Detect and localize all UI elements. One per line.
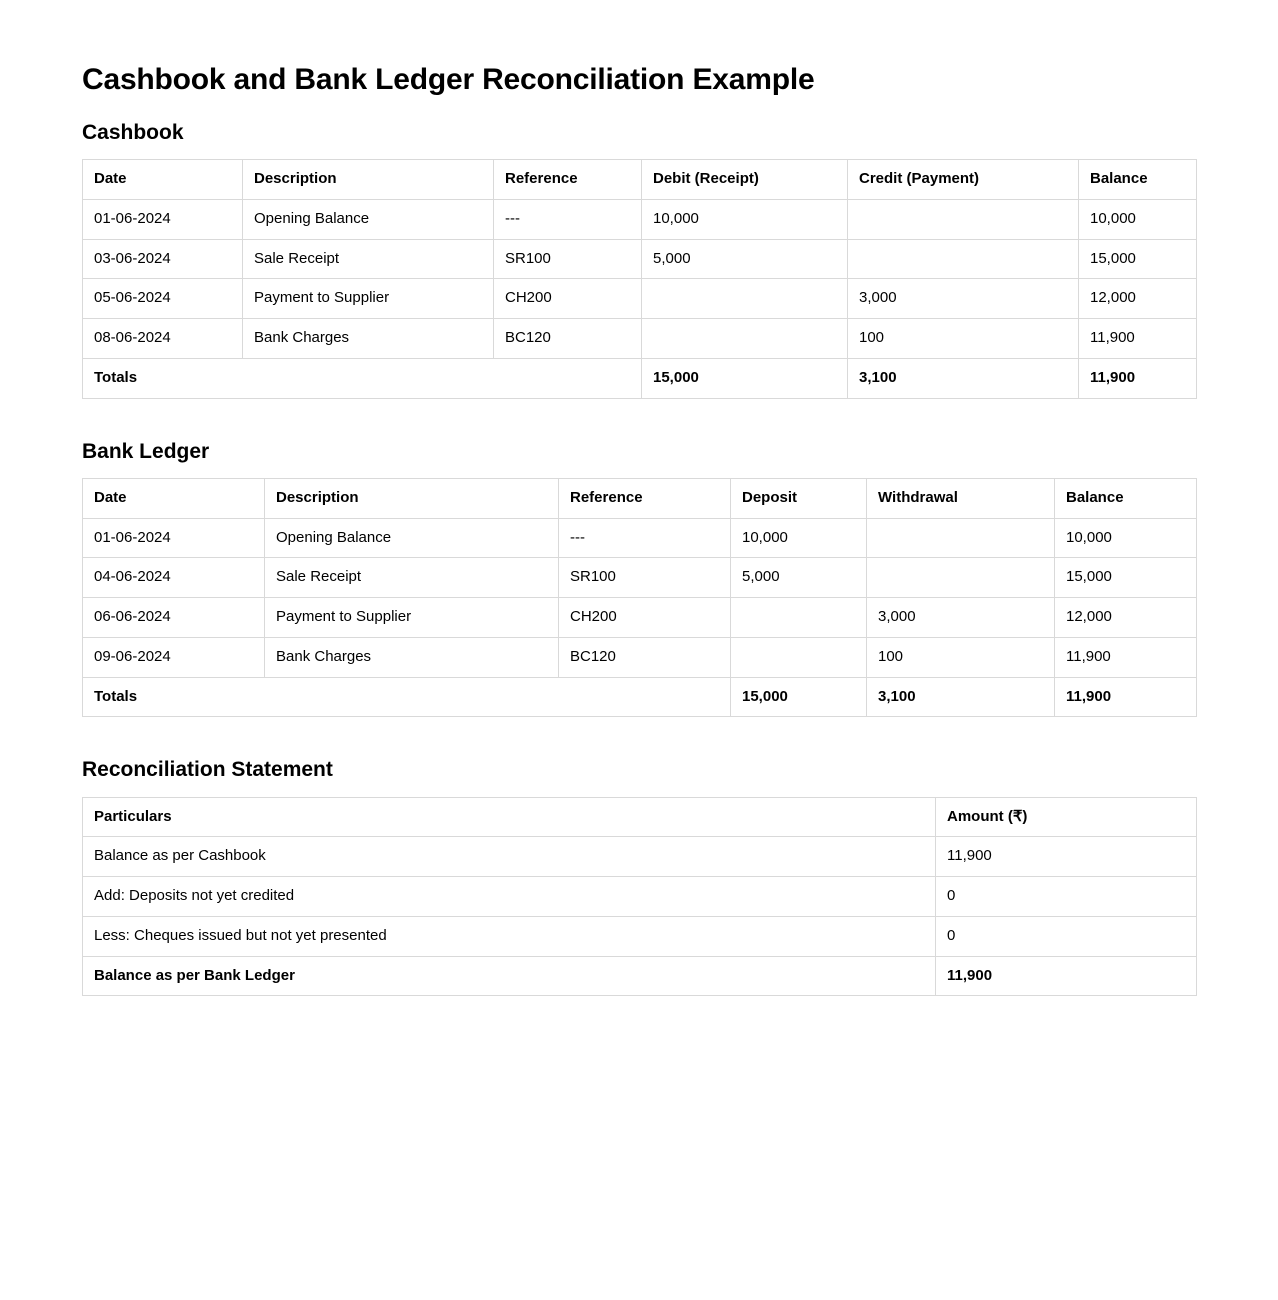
cell-totals-balance: 11,900 bbox=[1079, 358, 1197, 398]
cell-particulars: Less: Cheques issued but not yet presented bbox=[83, 916, 936, 956]
cell-date: 04-06-2024 bbox=[83, 558, 265, 598]
cell-credit bbox=[848, 239, 1079, 279]
cell-particulars: Add: Deposits not yet credited bbox=[83, 877, 936, 917]
column-header-balance: Balance bbox=[1055, 478, 1197, 518]
table-row bbox=[83, 916, 1197, 956]
table-header-row bbox=[83, 160, 1197, 200]
reconciliation-heading: Reconciliation Statement bbox=[82, 758, 333, 782]
table-row bbox=[83, 239, 1197, 279]
cell-balance: 10,000 bbox=[1055, 518, 1197, 558]
column-header-date: Date bbox=[83, 160, 243, 200]
cell-reference: SR100 bbox=[559, 558, 731, 598]
reconciliation-table bbox=[82, 797, 1197, 997]
cell-withdrawal bbox=[867, 558, 1055, 598]
cell-balance: 15,000 bbox=[1079, 239, 1197, 279]
cashbook-table bbox=[82, 159, 1197, 399]
cell-totals-label: Totals bbox=[83, 677, 731, 717]
cell-deposit: 5,000 bbox=[731, 558, 867, 598]
bank-ledger-section bbox=[82, 439, 1196, 718]
column-header-description: Description bbox=[243, 160, 494, 200]
cell-credit: 100 bbox=[848, 319, 1079, 359]
cell-reference: --- bbox=[559, 518, 731, 558]
cell-debit bbox=[642, 319, 848, 359]
cell-reference: --- bbox=[494, 199, 642, 239]
cell-balance: 11,900 bbox=[1055, 637, 1197, 677]
cell-date: 03-06-2024 bbox=[83, 239, 243, 279]
cell-debit bbox=[642, 279, 848, 319]
cell-deposit bbox=[731, 637, 867, 677]
bank-ledger-heading: Bank Ledger bbox=[82, 439, 210, 463]
cell-amount: 0 bbox=[936, 916, 1197, 956]
page-title: Cashbook and Bank Ledger Reconciliation Example bbox=[82, 63, 815, 96]
cashbook-section bbox=[82, 120, 1196, 399]
cell-totals-balance: 11,900 bbox=[1055, 677, 1197, 717]
cell-date: 05-06-2024 bbox=[83, 279, 243, 319]
column-header-date: Date bbox=[83, 478, 265, 518]
cell-totals-debit: 15,000 bbox=[642, 358, 848, 398]
cell-totals-credit: 3,100 bbox=[848, 358, 1079, 398]
cashbook-totals-row bbox=[83, 358, 1197, 398]
reconciliation-total-row bbox=[83, 956, 1197, 996]
column-header-reference: Reference bbox=[494, 160, 642, 200]
cell-description: Bank Charges bbox=[243, 319, 494, 359]
table-row bbox=[83, 598, 1197, 638]
cell-totals-label: Totals bbox=[83, 358, 642, 398]
table-header-row bbox=[83, 478, 1197, 518]
table-row bbox=[83, 837, 1197, 877]
cell-date: 01-06-2024 bbox=[83, 518, 265, 558]
cell-total-amount: 11,900 bbox=[936, 956, 1197, 996]
cell-description: Sale Receipt bbox=[265, 558, 559, 598]
column-header-credit: Credit (Payment) bbox=[848, 160, 1079, 200]
cell-balance: 12,000 bbox=[1055, 598, 1197, 638]
cell-description: Payment to Supplier bbox=[265, 598, 559, 638]
cell-credit bbox=[848, 199, 1079, 239]
table-row bbox=[83, 877, 1197, 917]
cell-particulars: Balance as per Cashbook bbox=[83, 837, 936, 877]
column-header-amount: Amount (₹) bbox=[936, 797, 1197, 837]
bank-ledger-table bbox=[82, 478, 1197, 718]
cell-reference: CH200 bbox=[494, 279, 642, 319]
cell-balance: 12,000 bbox=[1079, 279, 1197, 319]
table-row bbox=[83, 518, 1197, 558]
cell-balance: 10,000 bbox=[1079, 199, 1197, 239]
cell-reference: BC120 bbox=[559, 637, 731, 677]
cell-date: 09-06-2024 bbox=[83, 637, 265, 677]
table-header-row bbox=[83, 797, 1197, 837]
cashbook-heading: Cashbook bbox=[82, 121, 184, 144]
reconciliation-section bbox=[82, 757, 1196, 996]
bank-ledger-totals-row bbox=[83, 677, 1197, 717]
table-row bbox=[83, 637, 1197, 677]
cell-description: Bank Charges bbox=[265, 637, 559, 677]
column-header-particulars: Particulars bbox=[83, 797, 936, 837]
cell-description: Sale Receipt bbox=[243, 239, 494, 279]
cell-deposit: 10,000 bbox=[731, 518, 867, 558]
cell-amount: 11,900 bbox=[936, 837, 1197, 877]
cell-total-particulars: Balance as per Bank Ledger bbox=[83, 956, 936, 996]
cell-withdrawal bbox=[867, 518, 1055, 558]
cell-withdrawal: 3,000 bbox=[867, 598, 1055, 638]
cell-description: Opening Balance bbox=[243, 199, 494, 239]
cell-totals-deposit: 15,000 bbox=[731, 677, 867, 717]
cell-debit: 10,000 bbox=[642, 199, 848, 239]
cell-balance: 15,000 bbox=[1055, 558, 1197, 598]
cell-credit: 3,000 bbox=[848, 279, 1079, 319]
cell-reference: CH200 bbox=[559, 598, 731, 638]
cell-reference: BC120 bbox=[494, 319, 642, 359]
cell-description: Opening Balance bbox=[265, 518, 559, 558]
cell-date: 01-06-2024 bbox=[83, 199, 243, 239]
cell-debit: 5,000 bbox=[642, 239, 848, 279]
table-row bbox=[83, 199, 1197, 239]
cell-reference: SR100 bbox=[494, 239, 642, 279]
cell-totals-withdrawal: 3,100 bbox=[867, 677, 1055, 717]
cell-date: 08-06-2024 bbox=[83, 319, 243, 359]
table-row bbox=[83, 558, 1197, 598]
cell-withdrawal: 100 bbox=[867, 637, 1055, 677]
column-header-withdrawal: Withdrawal bbox=[867, 478, 1055, 518]
cell-description: Payment to Supplier bbox=[243, 279, 494, 319]
column-header-reference: Reference bbox=[559, 478, 731, 518]
cell-deposit bbox=[731, 598, 867, 638]
table-row bbox=[83, 319, 1197, 359]
column-header-description: Description bbox=[265, 478, 559, 518]
column-header-balance: Balance bbox=[1079, 160, 1197, 200]
cell-amount: 0 bbox=[936, 877, 1197, 917]
table-row bbox=[83, 279, 1197, 319]
column-header-deposit: Deposit bbox=[731, 478, 867, 518]
column-header-debit: Debit (Receipt) bbox=[642, 160, 848, 200]
cell-balance: 11,900 bbox=[1079, 319, 1197, 359]
cell-date: 06-06-2024 bbox=[83, 598, 265, 638]
